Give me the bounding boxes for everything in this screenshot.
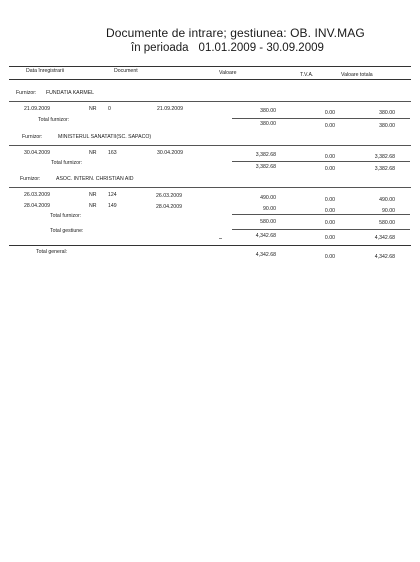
row-doc-date: 26.03.2009 [156, 193, 182, 199]
row-total: 90.00 [382, 208, 395, 214]
row-doc-date: 30.04.2009 [157, 150, 183, 156]
management-tva: 0.00 [324, 235, 335, 241]
row-total: 3,382.68 [374, 154, 395, 160]
subtotal-total: 3,382.68 [374, 166, 395, 172]
row-doc-date: 28.04.2009 [156, 204, 182, 210]
grand-total-label: Total general: [36, 249, 68, 255]
supplier-name: ASOC. INTERN. CHRISTIAN AID [56, 176, 134, 182]
supplier-label: Furnizor: [22, 134, 43, 140]
row-tva: 0.00 [324, 208, 335, 214]
subtotal-value: 3,382.68 [255, 164, 276, 170]
management-rule [232, 229, 410, 230]
header-bottom-rule [9, 79, 411, 80]
total-management-label: Total gestiune: [50, 228, 84, 234]
period-dates: 01.01.2009 - 30.09.2009 [198, 42, 324, 54]
supplier-label: Furnizor: [20, 176, 41, 182]
report-period [131, 42, 324, 54]
supplier-name: MINISTERUL SANATATII(SC. SAPACO) [58, 134, 152, 140]
row-doc-number: 0 [108, 106, 111, 112]
report-title: Documente de intrare; gestiunea: OB. INV.MAG [106, 26, 365, 40]
row-doc-type: NR [89, 150, 97, 156]
subtotal-rule [232, 161, 410, 162]
subtotal-rule [232, 118, 410, 119]
subtotal-tva: 0.00 [324, 123, 335, 129]
row-doc-number: 149 [108, 203, 117, 209]
row-date: 28.04.2009 [24, 203, 50, 209]
management-total: 4,342.68 [374, 235, 395, 241]
subtotal-total: 580.00 [379, 220, 395, 226]
scan-speck [219, 238, 222, 239]
row-date: 21.09.2009 [24, 106, 50, 112]
row-doc-number: 124 [108, 192, 117, 198]
grand-total-total: 4,342.68 [374, 254, 395, 260]
total-supplier-label: Total furnizor: [38, 117, 70, 123]
group-rule [9, 187, 411, 188]
row-value: 490.00 [260, 195, 276, 201]
subtotal-value: 580.00 [260, 219, 276, 225]
row-date: 30.04.2009 [24, 150, 50, 156]
subtotal-rule [232, 214, 410, 215]
subtotal-value: 380.00 [260, 121, 276, 127]
row-total: 380.00 [379, 110, 395, 116]
row-total: 490.00 [379, 197, 395, 203]
col-header-document: Document [114, 68, 138, 74]
period-label: în perioada [131, 42, 189, 54]
subtotal-tva: 0.00 [324, 166, 335, 172]
grand-total-rule [9, 245, 411, 246]
col-header-date: Data înregistrarii [26, 68, 65, 74]
header-top-rule [9, 66, 411, 67]
row-doc-date: 21.09.2009 [157, 106, 183, 112]
row-doc-type: NR [89, 106, 97, 112]
total-supplier-label: Total furnizor: [50, 213, 82, 219]
supplier-name: FUNDATIA KARMEL [46, 90, 95, 96]
row-value: 380.00 [260, 108, 276, 114]
subtotal-total: 380.00 [379, 123, 395, 129]
row-tva: 0.00 [324, 154, 335, 160]
row-doc-type: NR [89, 192, 97, 198]
row-tva: 0.00 [324, 110, 335, 116]
row-date: 26.03.2009 [24, 192, 50, 198]
grand-total-value: 4,342.68 [255, 252, 276, 258]
group-rule [9, 101, 411, 102]
total-supplier-label: Total furnizor: [51, 160, 83, 166]
supplier-label: Furnizor: [16, 90, 37, 96]
row-value: 3,382.68 [255, 152, 276, 158]
col-header-value: Valoare [219, 70, 237, 76]
col-header-tva: T.V.A. [300, 72, 314, 78]
grand-total-tva: 0.00 [324, 254, 335, 260]
col-header-total: Valoare totala [341, 72, 373, 78]
management-value: 4,342.68 [255, 233, 276, 239]
group-rule [9, 145, 411, 146]
row-doc-number: 163 [108, 150, 117, 156]
row-tva: 0.00 [324, 197, 335, 203]
row-value: 90.00 [263, 206, 276, 212]
row-doc-type: NR [89, 203, 97, 209]
subtotal-tva: 0.00 [324, 220, 335, 226]
